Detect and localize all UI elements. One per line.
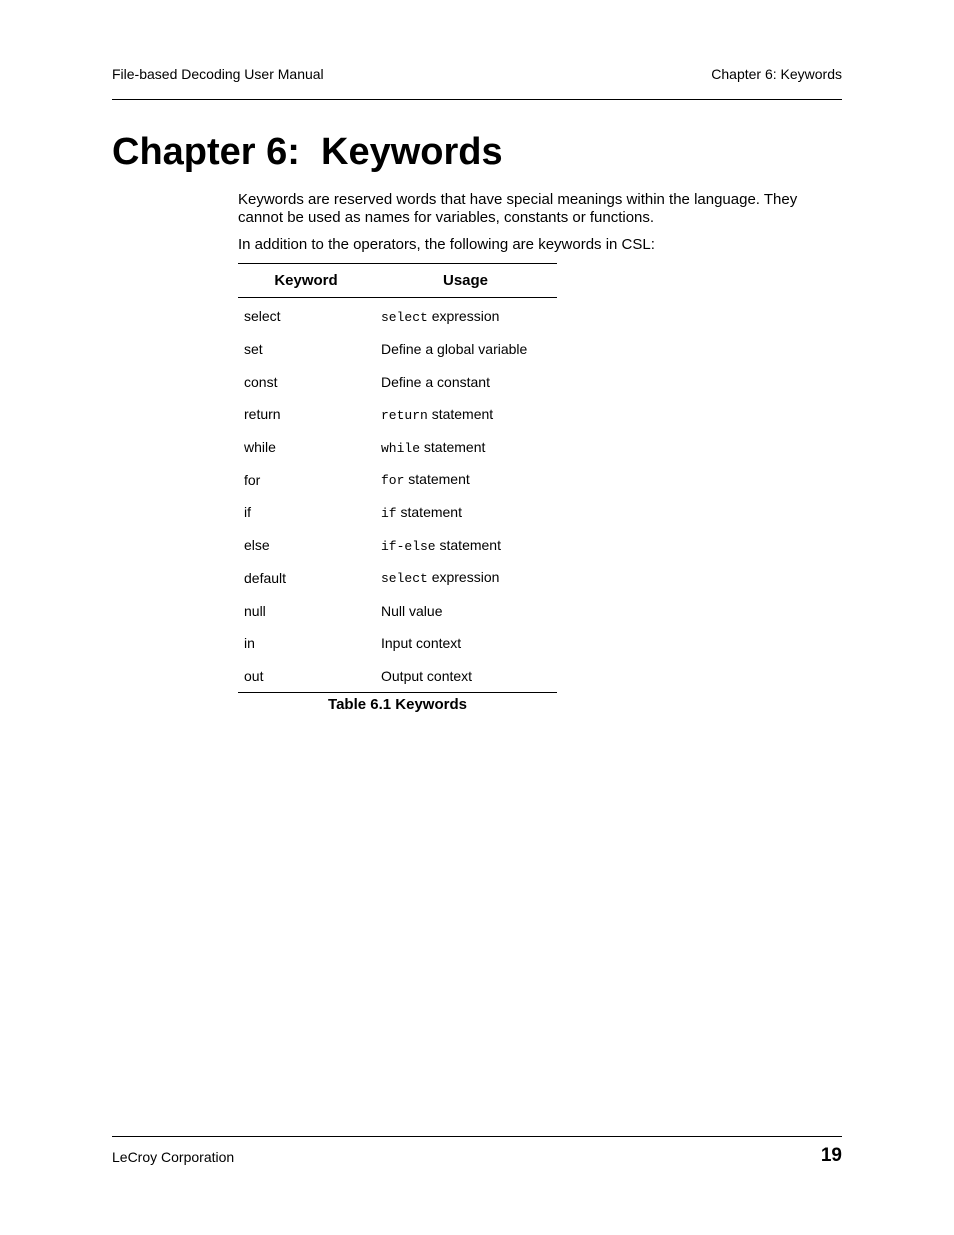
table-row (238, 529, 557, 562)
usage-code: if (381, 505, 397, 521)
usage-cell (374, 365, 557, 398)
usage-code: while (381, 440, 421, 456)
table-row (238, 463, 557, 496)
usage-code: return (381, 407, 428, 423)
keyword-cell: for (244, 471, 261, 488)
column-header-usage: Usage (442, 272, 489, 289)
usage-cell (374, 594, 557, 627)
keyword-cell: out (244, 667, 264, 684)
table-row (238, 594, 557, 627)
usage-text: expression (427, 569, 500, 586)
usage-text: Null value (381, 602, 443, 619)
usage-code: for (381, 473, 405, 489)
table-row (238, 333, 557, 366)
keyword-cell: default (244, 569, 287, 586)
keywords-table-body (238, 298, 557, 693)
table-row (238, 627, 557, 660)
usage-cell (374, 496, 557, 529)
usage-text: Input context (381, 635, 462, 652)
table-header-row (238, 264, 557, 298)
chapter-title: Chapter 6: Keywords (112, 131, 503, 173)
keyword-cell: set (244, 341, 263, 358)
keywords-lead-paragraph: In addition to the operators, the following are keywords in CSL: (238, 236, 655, 253)
header-doc-title: File-based Decoding User Manual (112, 66, 324, 82)
usage-cell (374, 627, 557, 660)
header-chapter-ref: Chapter 6: Keywords (711, 66, 842, 82)
usage-text: statement (420, 438, 486, 455)
keywords-table (238, 263, 557, 693)
usage-text: Define a constant (381, 373, 490, 390)
table-row (238, 496, 557, 529)
table-caption: Table 6.1 Keywords (328, 696, 467, 713)
intro-paragraph: Keywords are reserved words that have special meanings within the language. They cannot be used as names for variables, constants or functions. (238, 191, 798, 226)
table-row (238, 660, 557, 693)
page-number: 19 (820, 1145, 842, 1166)
table-row (238, 298, 557, 333)
usage-text: statement (404, 471, 470, 488)
table-row (238, 431, 557, 464)
usage-text: statement (427, 405, 494, 422)
keyword-cell: select (244, 308, 281, 325)
keyword-cell: if (244, 504, 251, 521)
usage-code: if-else (381, 538, 436, 554)
usage-cell (374, 463, 557, 496)
footer-company: LeCroy Corporation (112, 1149, 235, 1165)
usage-cell (374, 562, 557, 595)
keyword-cell: in (244, 635, 255, 652)
usage-text: statement (435, 536, 501, 553)
running-header (112, 66, 842, 100)
table-row (238, 365, 557, 398)
usage-text: statement (396, 503, 462, 520)
usage-cell (374, 298, 557, 333)
usage-text: expression (427, 307, 500, 324)
usage-text: Define a global variable (381, 341, 528, 358)
keyword-cell: const (244, 373, 278, 390)
usage-cell (374, 529, 557, 562)
usage-code: select (381, 571, 428, 587)
usage-code: select (381, 309, 428, 325)
keyword-cell: null (244, 602, 266, 619)
usage-cell (374, 333, 557, 366)
column-header-keyword: Keyword (274, 272, 338, 289)
usage-cell (374, 398, 557, 431)
usage-cell (374, 660, 557, 693)
keyword-cell: return (244, 406, 281, 423)
usage-text: Output context (381, 667, 473, 684)
usage-cell (374, 431, 557, 464)
table-row (238, 562, 557, 595)
running-footer (112, 1136, 842, 1166)
keyword-cell: else (244, 537, 270, 554)
keyword-cell: while (244, 439, 276, 456)
table-row (238, 398, 557, 431)
